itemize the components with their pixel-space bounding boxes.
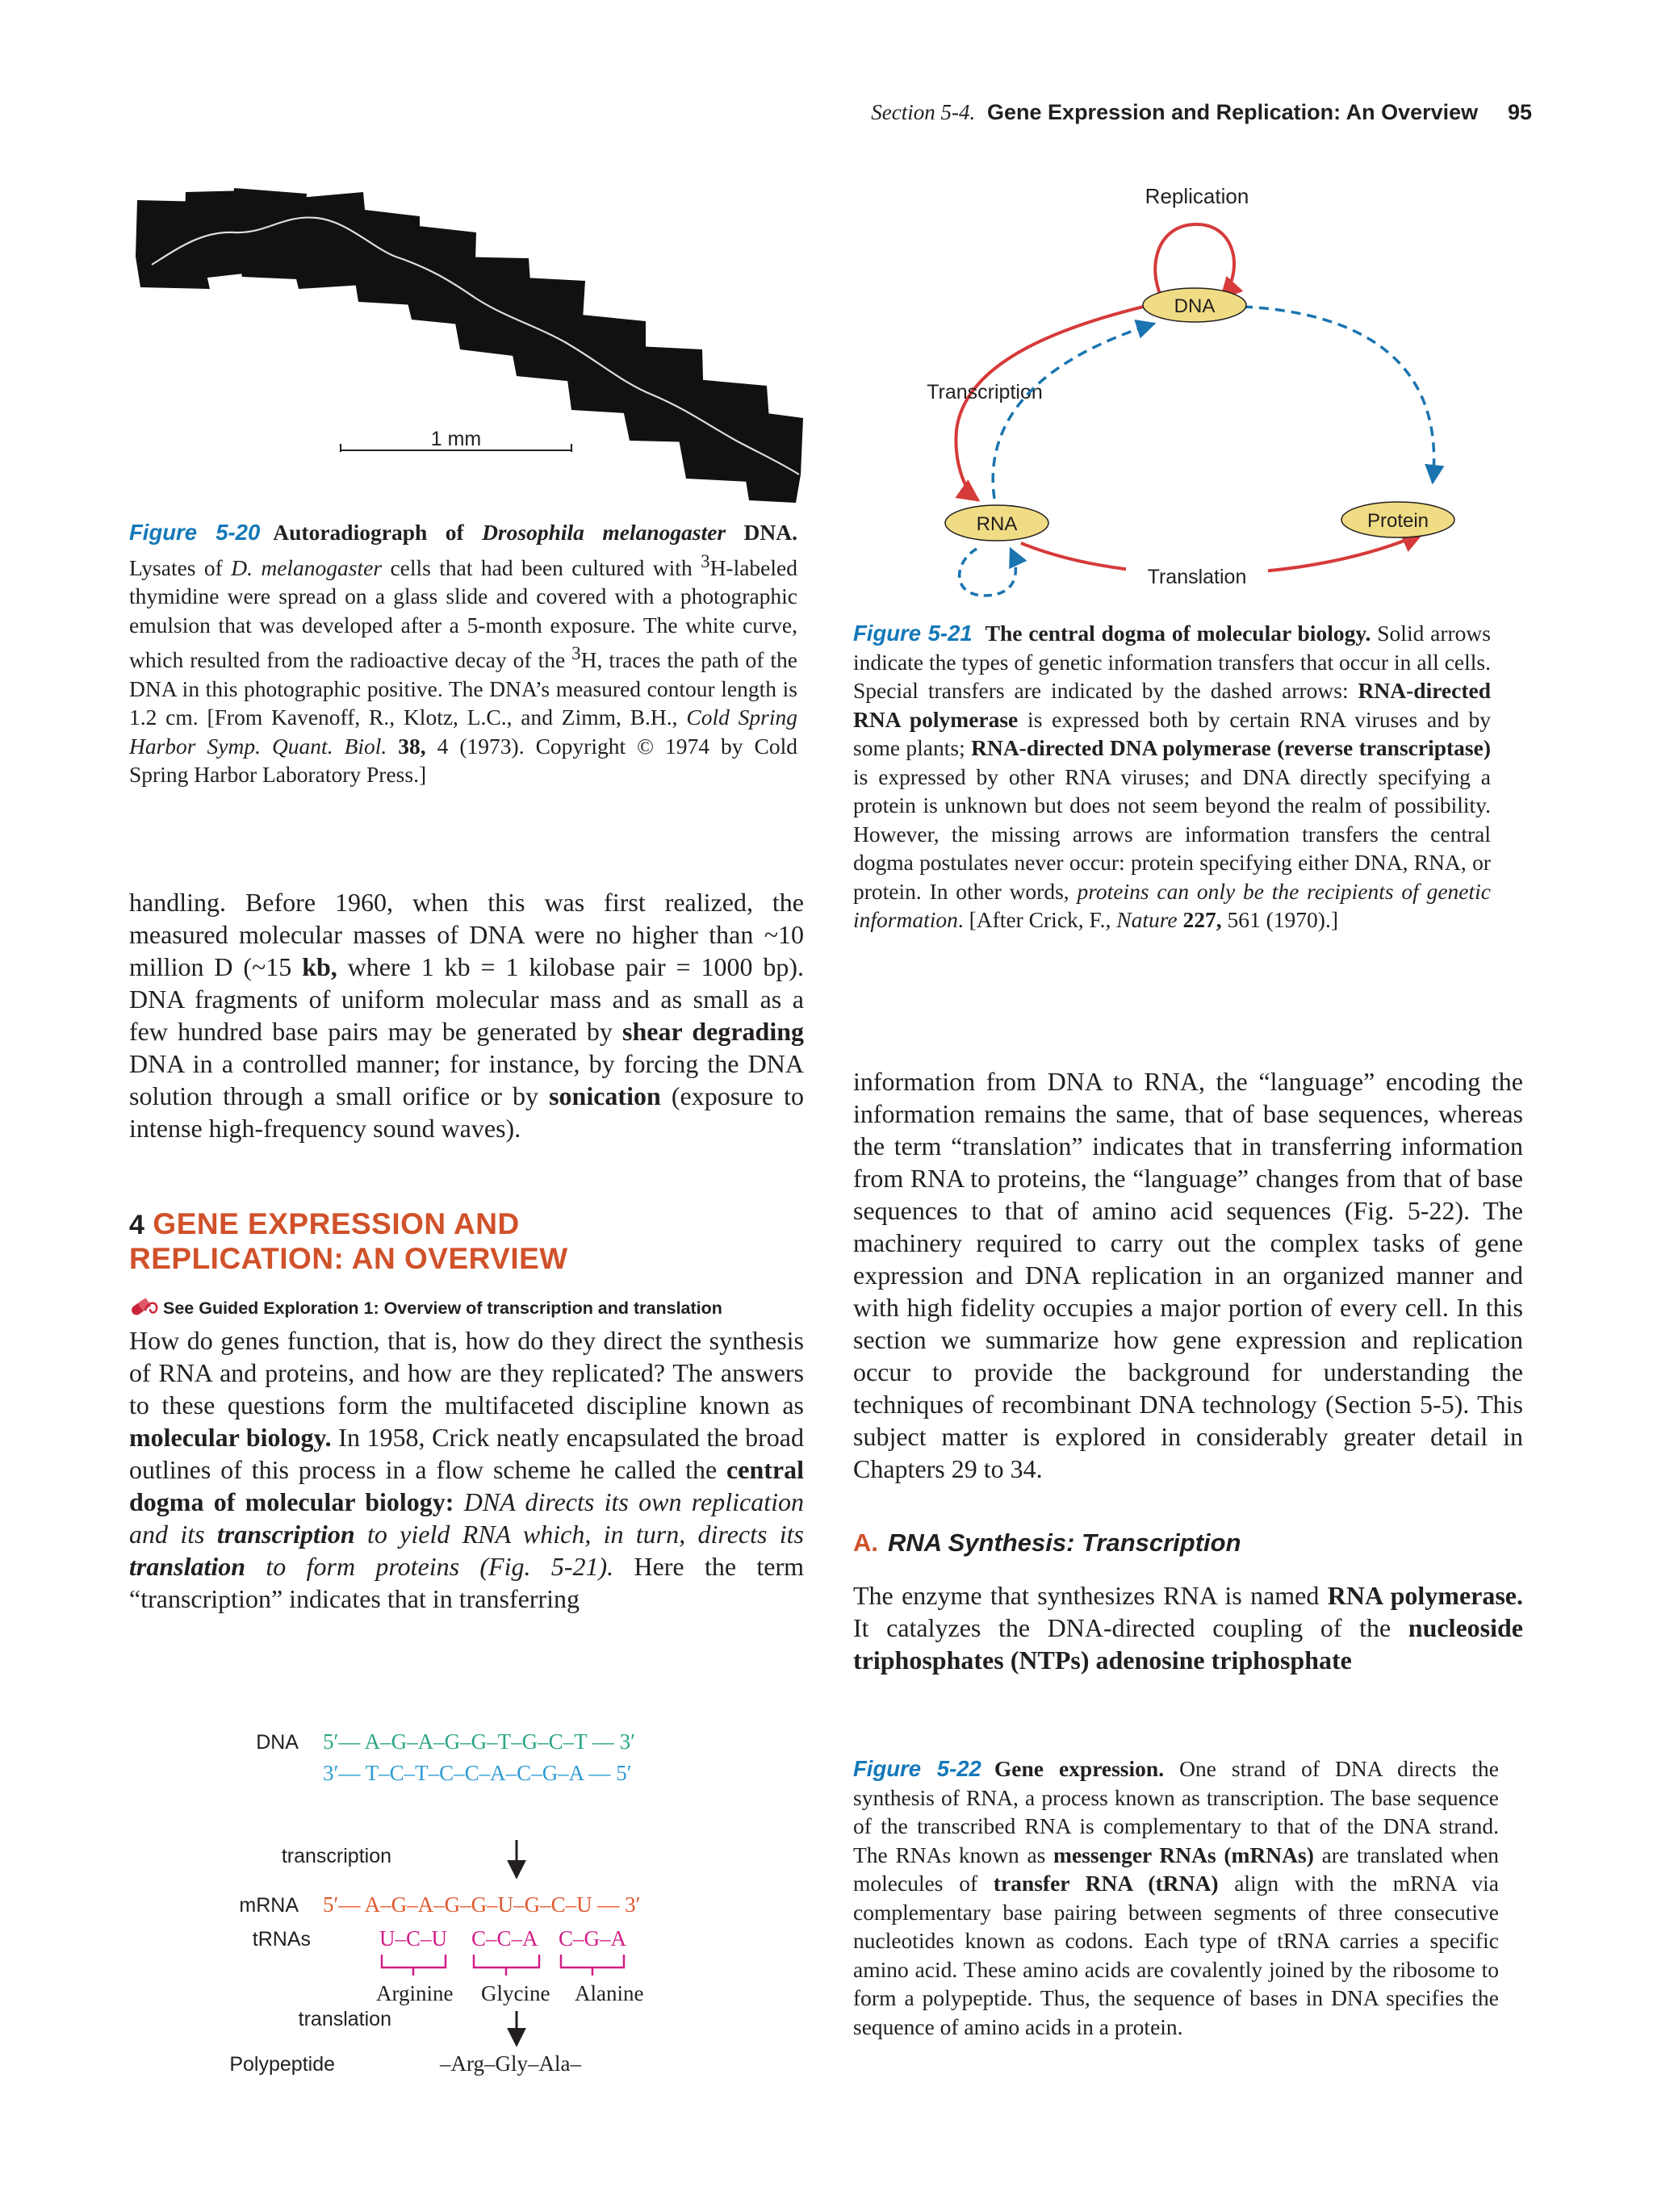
- caption-text: align with the mRNA via complementary base pairing between segments of three consecutive nucleotides known as codons. Each type of tRNA carries a specific amino acid. These amino acids are covalently joined by the ribosome to form a polypeptide. Thus, the sequence of bases in DNA specifies the sequence of amino acids in a protein.: [853, 1871, 1499, 2039]
- caption-text: is expressed by other RNA viruses; and DNA directly specifying a protein is unknown but does not seem beyond the realm of possibility. However, the missing arrows are information transfers the central dogma postulates never occur: protein specifying either DNA, RNA, or protein. In other words,: [853, 763, 1491, 904]
- gene-expression-diagram: [210, 1711, 775, 2082]
- caption-term: RNA-directed RNA polymerase: [853, 678, 1491, 732]
- caption-text: . [After Crick, F.,: [957, 907, 1117, 932]
- guided-exploration-link[interactable]: [129, 1293, 807, 1320]
- body-text: It catalyzes the DNA-directed coupling of the: [853, 1613, 1408, 1642]
- protein-node-label: Protein: [1366, 510, 1429, 532]
- superscript: 3: [701, 550, 710, 571]
- caption-term: RNA-directed DNA polymerase (reverse transcriptase): [971, 735, 1491, 760]
- reverse-transcription-arrow: [993, 324, 1154, 499]
- trnas-label: tRNAs: [252, 1928, 311, 1951]
- rna-replication-arrow: [960, 549, 1016, 596]
- body-text: The enzyme that synthesizes RNA is named: [853, 1581, 1328, 1610]
- figure-5-22-caption: [853, 1754, 1499, 2041]
- trna-bracket: [561, 1955, 624, 1976]
- figure-5-20-title-part: Autoradiograph of: [273, 520, 483, 545]
- body-text: [454, 1487, 463, 1516]
- section-title-line2: REPLICATION: AN OVERVIEW: [129, 1242, 568, 1275]
- key-term: translation: [129, 1552, 246, 1581]
- amino-acid-label: Glycine: [481, 1981, 550, 2005]
- amino-acid-label: Arginine: [376, 1981, 454, 2005]
- figure-5-22-number: Figure 5-22: [853, 1756, 981, 1781]
- key-term: molecular biology.: [129, 1423, 332, 1452]
- trna-anticodon: C–C–A: [471, 1926, 538, 1951]
- caption-text: H-labeled thymidine were spread on a glass slide and covered with a photographic emulsion that was developed after a 5-month exposure. The white curve, which resulted from the radioactive decay of the: [129, 554, 797, 673]
- caption-journal: Cold Spring Harbor Symp. Quant. Biol.: [129, 705, 797, 759]
- page-number: 95: [1507, 100, 1532, 124]
- trna-bracket: [382, 1955, 446, 1976]
- autoradiograph-figure: [129, 184, 807, 515]
- section-number: 4: [129, 1210, 145, 1240]
- emphasis-text: to form proteins (Fig. 5-21).: [245, 1552, 614, 1581]
- caption-term: messenger RNAs (mRNAs): [1053, 1842, 1314, 1867]
- amino-acid-label: Alanine: [575, 1981, 644, 2005]
- figure-5-20-caption: [129, 518, 797, 789]
- section-heading: [129, 1207, 804, 1276]
- running-head-section: Section 5-4.: [871, 100, 976, 124]
- key-term: transcription: [216, 1520, 355, 1549]
- body-paragraph: [853, 1579, 1523, 1676]
- figure-5-22-title: Gene expression.: [994, 1756, 1165, 1781]
- figure-5-21-caption: [853, 619, 1491, 935]
- transcription-label: transcription: [281, 1845, 391, 1867]
- key-term: shear degrading: [622, 1017, 804, 1046]
- figure-5-20-title: [273, 520, 797, 545]
- caption-species: D. melanogaster: [231, 554, 383, 580]
- subsection-heading: [853, 1528, 1523, 1558]
- emphasis-text: to yield RNA which, in turn, directs its: [354, 1520, 805, 1549]
- dna-to-protein-arrow: [1243, 307, 1434, 483]
- body-text: In 1958, Crick neatly encapsulated the broad outlines of this process in a flow scheme he called the: [129, 1423, 805, 1484]
- caption-emphasis: proteins can only be the recipients of genetic information: [853, 878, 1491, 932]
- running-head-title: Gene Expression and Replication: An Overview: [987, 100, 1479, 124]
- caption-volume: 38,: [398, 733, 426, 759]
- caption-text: cells that had been cultured with: [382, 554, 701, 580]
- translation-label: Translation: [1147, 566, 1247, 588]
- figure-5-21-title: The central dogma of molecular biology.: [985, 621, 1371, 646]
- key-term: sonication: [549, 1081, 661, 1110]
- dna-coding-strand: 5′— A–G–A–G–G–T–G–C–T — 3′: [323, 1729, 636, 1754]
- central-dogma-diagram: [888, 176, 1477, 604]
- guided-exploration-text: See Guided Exploration 1: Overview of transcription and translation: [163, 1298, 722, 1318]
- polypeptide-label: Polypeptide: [229, 2053, 335, 2076]
- polypeptide-sequence: –Arg–Gly–Ala–: [440, 2051, 581, 2076]
- trna-anticodon: C–G–A: [559, 1926, 627, 1951]
- superscript: 3: [571, 643, 581, 664]
- figure-5-20-title-species: Drosophila melanogaster: [482, 520, 726, 545]
- caption-text: [387, 734, 398, 759]
- caption-text: is expressed both by certain RNA viruses and by some plants;: [853, 706, 1491, 760]
- caption-text: 4 (1973). Copyright © 1974 by Cold Spring Harbor Laboratory Press.]: [129, 733, 797, 788]
- dna-template-strand: 3′— T–C–T–C–C–A–C–G–A — 5′: [323, 1761, 632, 1785]
- running-head: [854, 100, 1532, 125]
- emphasis-text: DNA directs its own replication and its: [129, 1487, 804, 1549]
- caption-text: Solid arrows indicate the types of genetic information transfers that occur in all cells. Special transfers are indicated by the dashed arrows:: [853, 621, 1491, 703]
- caption-text: [1178, 907, 1183, 932]
- replication-label: Replication: [1145, 184, 1249, 208]
- key-term: kb,: [302, 952, 337, 981]
- trna-anticodon: U–C–U: [379, 1926, 448, 1951]
- caption-text: One strand of DNA directs the synthesis of RNA, a process known as transcription. The base sequence of the transcribed RNA is complementary to that of the DNA strand. The RNAs known as: [853, 1756, 1499, 1867]
- body-paragraph: [129, 1324, 804, 1615]
- figure-5-20-number: Figure 5-20: [129, 520, 261, 545]
- subsection-letter: A.: [853, 1528, 878, 1557]
- caption-volume: 227,: [1182, 907, 1222, 932]
- mrna-label: mRNA: [239, 1894, 299, 1917]
- caption-text: 561 (1970).]: [1221, 907, 1338, 932]
- body-text: (exposure to intense high-frequency sound waves).: [129, 1081, 805, 1143]
- caption-journal: Nature: [1116, 907, 1178, 932]
- rna-node-label: RNA: [976, 513, 1018, 535]
- guided-exploration-icon: [129, 1293, 160, 1320]
- dna-node-label: DNA: [1174, 295, 1216, 317]
- key-term: nucleoside triphosphates (NTPs) adenosine triphosphate: [853, 1613, 1523, 1675]
- body-text: Here the term “transcription” indicates that in transferring: [129, 1552, 805, 1613]
- trna-bracket: [474, 1955, 539, 1976]
- translation-label: translation: [298, 2008, 391, 2030]
- figure-5-21-number: Figure 5-21: [853, 621, 973, 646]
- caption-text: are translated when molecules of: [853, 1842, 1499, 1896]
- caption-text: H, traces the path of the DNA in this photographic positive. The DNA’s measured contour length is 1.2 cm. [From Kavenoff, R., Klotz, L.C., and Zimm, B.H.,: [129, 647, 797, 730]
- caption-term: transfer RNA (tRNA): [993, 1871, 1219, 1896]
- body-paragraph: [129, 886, 804, 1144]
- body-text: DNA in a controlled manner; for instance, by forcing the DNA solution through a small orifice or by: [129, 1049, 804, 1110]
- scale-bar-label: 1 mm: [430, 428, 482, 450]
- key-term: RNA polymerase.: [1327, 1581, 1524, 1610]
- figure-5-20-title-part: DNA.: [726, 520, 798, 545]
- caption-text: Lysates of: [129, 554, 232, 580]
- body-text: where 1 kb = 1 kilobase pair = 1000 bp). DNA fragments of uniform molecular mass and as small as a few hundred base pairs may be generated by: [129, 952, 805, 1046]
- body-paragraph: information from DNA to RNA, the “language” encoding the information remains the same, that of base sequences, whereas the term “translation” indicates that in transferring information from RNA to proteins, the “language” changes from that of base sequences to that of amino acid sequences (Fig. 5-22). The machinery required to carry out the complex tasks of gene expression and DNA replication in an organized manner and with high fidelity occupies a major portion of every cell. In this section we summarize how gene expression and replication occur to provide the background for understanding the techniques of recombinant DNA technology (Section 5-5). This subject matter is explored in considerably greater detail in Chapters 29 to 34.: [853, 1067, 1523, 1483]
- transcription-label: Transcription: [927, 381, 1043, 404]
- section-title-line1: GENE EXPRESSION AND: [153, 1207, 520, 1240]
- trna-brackets: [382, 1955, 624, 1976]
- subsection-title: RNA Synthesis: Transcription: [888, 1528, 1241, 1557]
- mrna-strand: 5′— A–G–A–G–G–U–G–C–U — 3′: [323, 1892, 641, 1917]
- key-term: central dogma of molecular biology:: [129, 1455, 804, 1516]
- dna-label: DNA: [256, 1731, 299, 1754]
- body-text: How do genes function, that is, how do they direct the synthesis of RNA and proteins, and how are they replicated? The answers to these questions form the multifaceted discipline known as: [129, 1326, 804, 1420]
- body-text: handling. Before 1960, when this was first realized, the measured molecular masses of DNA were no higher than ~10 million D (~15: [129, 888, 804, 981]
